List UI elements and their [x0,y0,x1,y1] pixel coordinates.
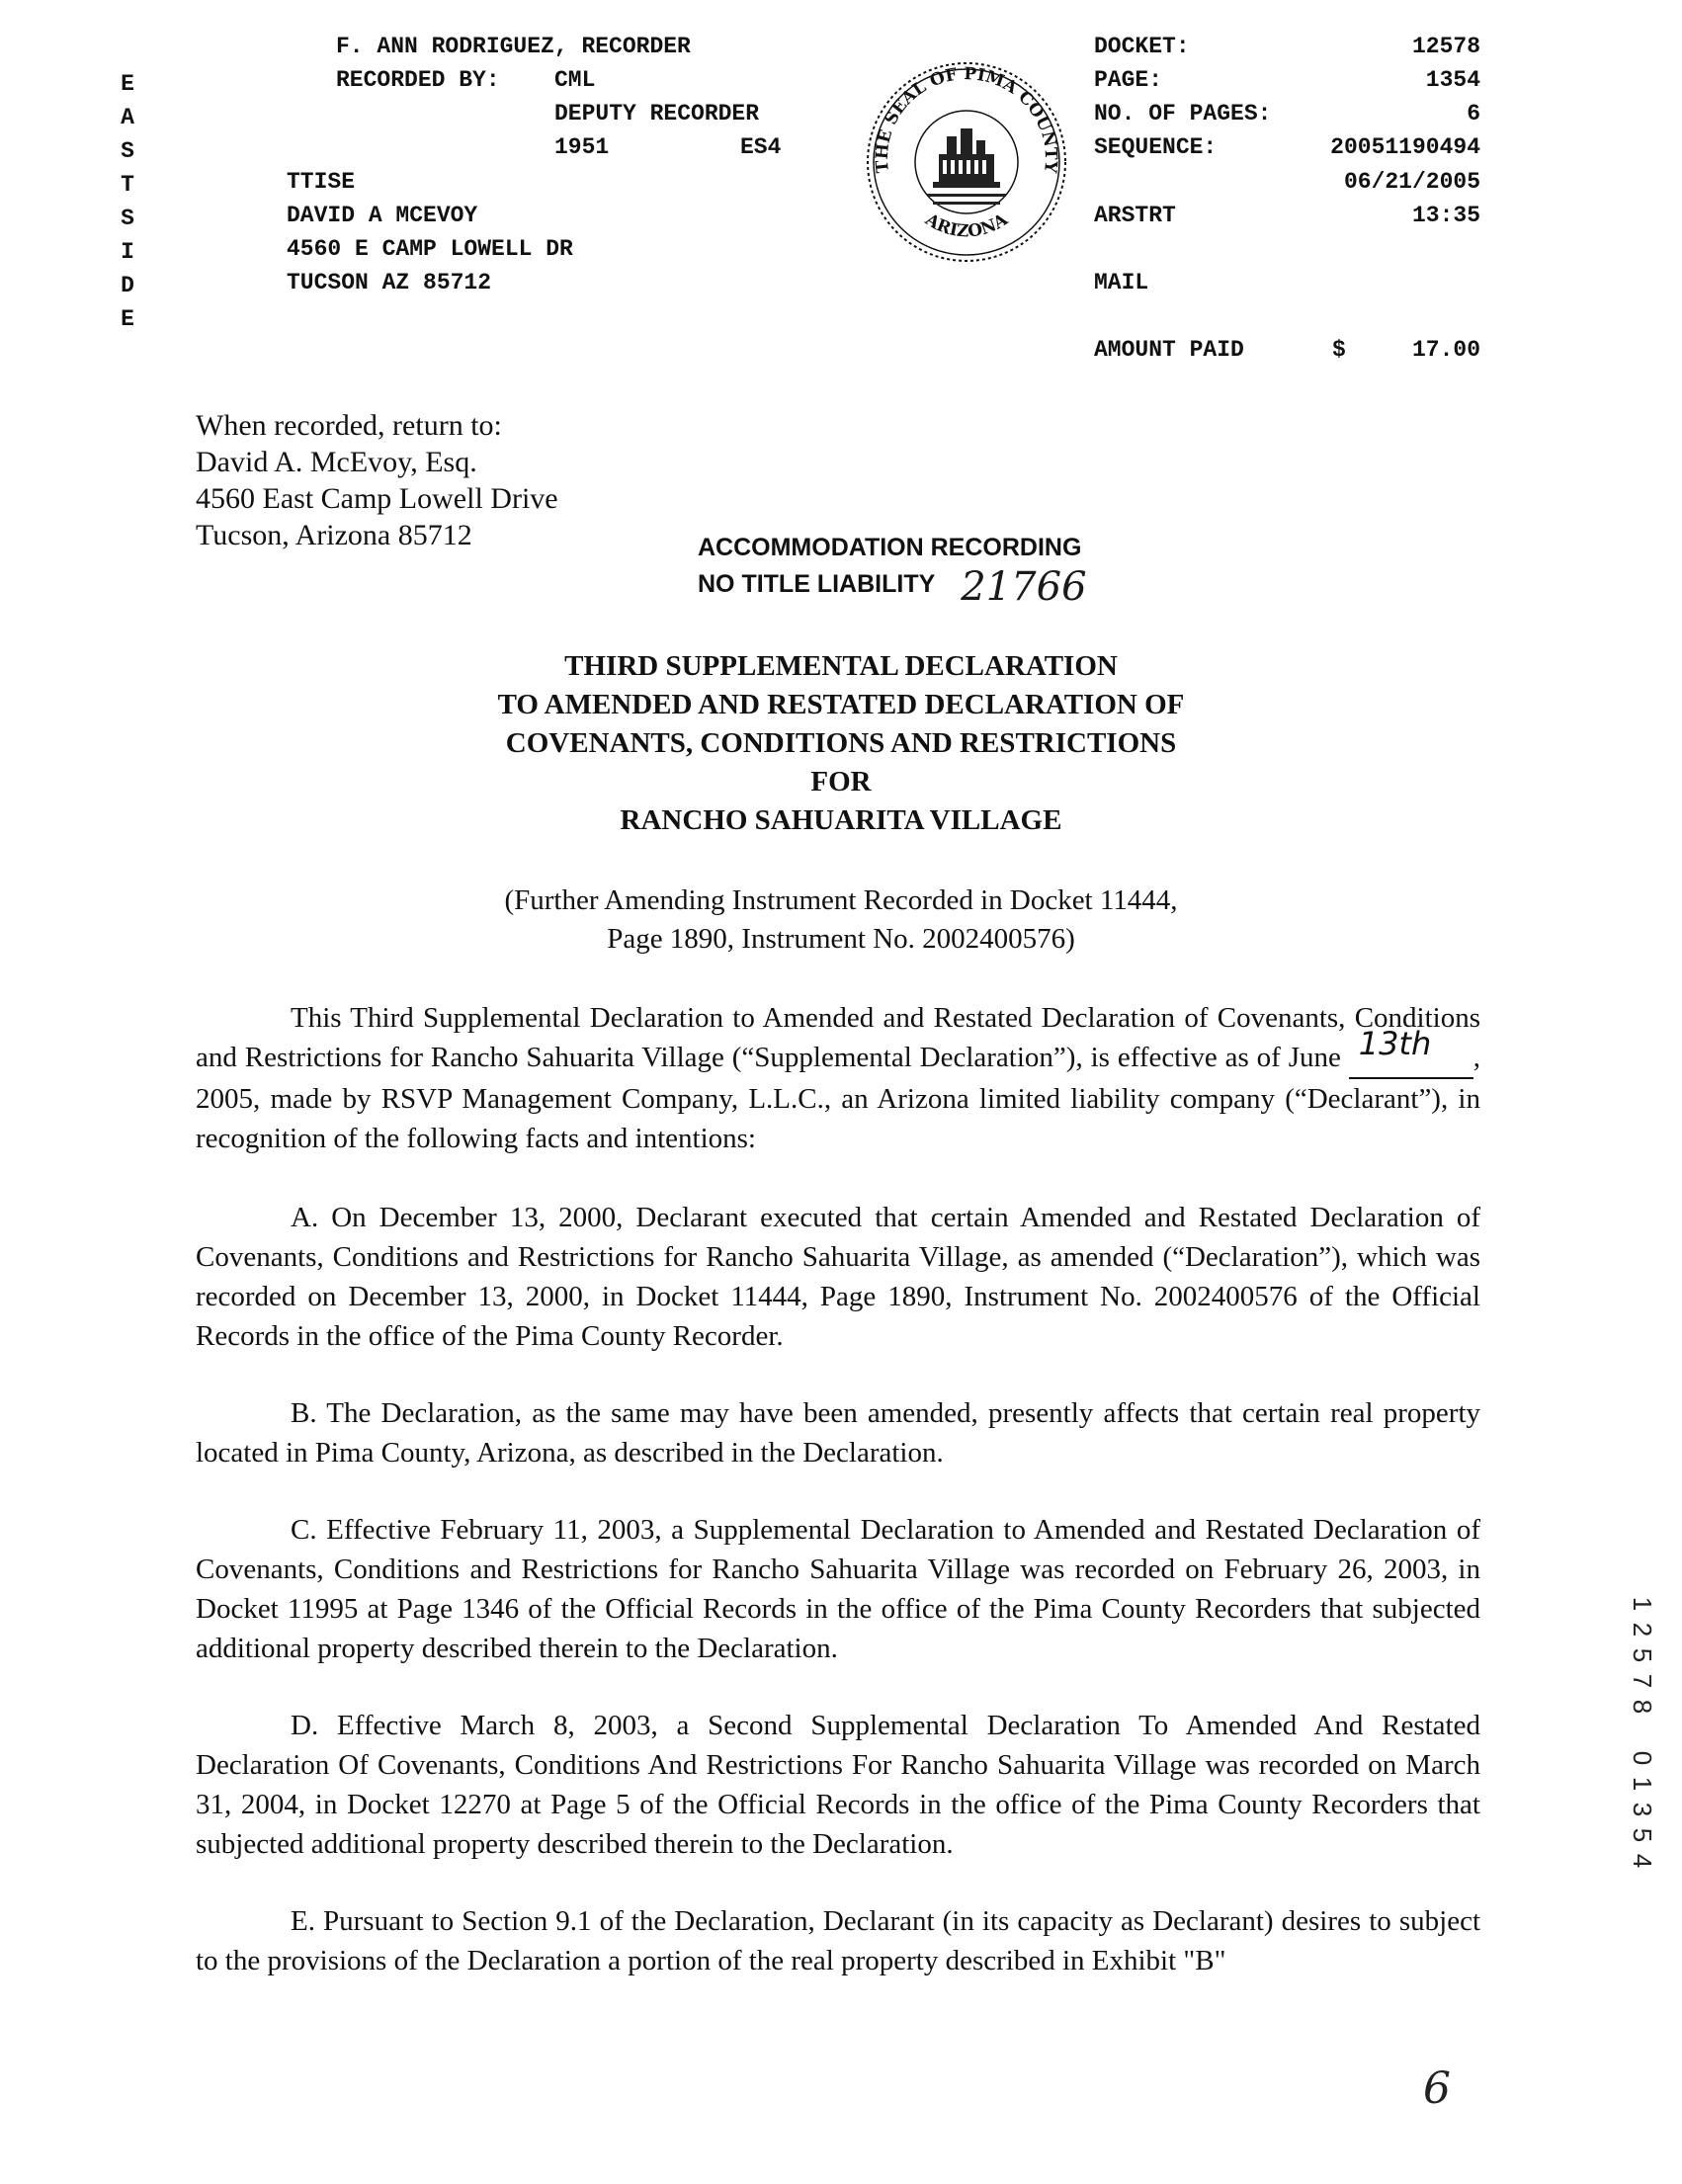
side-letter: I [121,239,134,265]
handwritten-page-mark: 6 [1423,2063,1451,2114]
margin-digit: 4 [1628,1853,1657,1869]
sequence-value: 20051190494 [1330,134,1480,160]
side-letter: S [121,138,134,164]
recital-text: E. Pursuant to Section 9.1 of the Declaration, Declarant (in its capacity as Declarant) desires to subject to the provisions of the Declaration a portion of the real property described in Exhibit "B" [196,1905,1480,1976]
seal-bottom-text: ARIZONA [921,210,1012,242]
side-letter: E [121,71,134,97]
seal-top-text: THE SEAL OF PIMA COUNTY [872,64,1061,174]
side-letter: D [121,273,134,298]
page-value: 1354 [1425,67,1480,93]
return-to-line: 4560 East Camp Lowell Drive [196,482,558,515]
margin-digit: 3 [1628,1802,1657,1817]
recital-text: A. On December 13, 2000, Declarant executed that certain Amended and Restated Declaration of Covenants, Conditions and Restrictions for Rancho Sahuarita Village, as amended (“Declaration”), which was recorded on December 13, 2000, in Docket 11444, Page 1890, Instrument No. 2002400576 of the Official Records in the office of the Pima County Recorder. [196,1202,1480,1352]
addressee-line: TUCSON AZ 85712 [287,270,492,295]
margin-digit: 5 [1628,1647,1657,1663]
pages-value: 6 [1467,101,1480,126]
intro-text-before: This Third Supplemental Declaration to Amended and Restated Declaration of Covenants, Conditions and Restrictions for Rancho Sahuarita Village (“Supplemental Declaration”), is effective as of June [196,1002,1480,1073]
margin-digit: 7 [1628,1673,1657,1689]
type-label: ARSTRT [1094,203,1176,228]
title-line: RANCHO SAHUARITA VILLAGE [620,804,1062,836]
recital-text: D. Effective March 8, 2003, a Second Supplemental Declaration To Amended And Restated Declaration Of Covenants, Conditions And Restrictions For Rancho Sahuarita Village was recorded on March 31, 2004, in Docket 12270 at Page 5 of the Official Records in the office of the Pima County Recorders that subjected additional property described therein to the Declaration. [196,1710,1480,1860]
record-time: 13:35 [1411,203,1480,228]
recital-e [196,1901,1480,1980]
recital-b [196,1393,1480,1472]
return-to-line: David A. McEvoy, Esq. [196,446,477,478]
recorded-by-value: CML [554,67,596,93]
side-letter: S [121,206,134,231]
date-fill-blank [1349,1025,1473,1079]
subtitle-line: Page 1890, Instrument No. 2002400576) [607,923,1075,955]
docket-value: 12578 [1411,34,1480,59]
return-to-line: Tucson, Arizona 85712 [196,519,472,551]
addressee-line: DAVID A MCEVOY [287,203,478,228]
handwritten-number: 21766 [961,564,1087,610]
title-line: COVENANTS, CONDITIONS AND RESTRICTIONS [505,727,1177,759]
recorder-code: 1951 [554,134,610,160]
intro-text-after: , 2005, made by RSVP Management Company, L.L.C., an Arizona limited liability company (“Declarant”), in recognition of the following facts and intentions: [196,1042,1480,1154]
recital-text: C. Effective February 11, 2003, a Supplemental Declaration to Amended and Restated Declaration of Covenants, Conditions and Restrictions for Rancho Sahuarita Village was recorded on February 26, 2003, in Docket 11995 at Page 1346 of the Official Records in the office of the Pima County Recorders that subjected additional property described therein to the Declaration. [196,1514,1480,1664]
document-title [0,647,1682,840]
mail-label: MAIL [1094,270,1149,295]
amount-label: AMOUNT PAID [1094,337,1244,363]
page-label: PAGE: [1094,67,1163,93]
margin-docket-number [1629,1591,1656,1874]
title-line: FOR [810,766,872,798]
accommodation-stamp [698,532,1087,610]
stamp-line-1: ACCOMMODATION RECORDING [698,534,1082,561]
record-date: 06/21/2005 [1343,169,1480,195]
currency-symbol: $ [1332,337,1346,363]
pages-label: NO. OF PAGES: [1094,101,1272,126]
recital-a [196,1198,1480,1356]
margin-digit: 2 [1628,1622,1657,1638]
title-line: THIRD SUPPLEMENTAL DECLARATION [564,650,1118,682]
recital-c [196,1510,1480,1668]
deputy-recorder: DEPUTY RECORDER [554,101,760,126]
return-to-heading: When recorded, return to: [196,409,502,442]
return-to-block [196,407,558,553]
margin-digit: 1 [1628,1776,1657,1792]
subtitle-line: (Further Amending Instrument Recorded in Docket 11444, [504,884,1178,916]
stamp-line-2: NO TITLE LIABILITY [698,570,936,598]
side-letter: T [121,172,134,198]
margin-digit: 1 [1628,1596,1657,1612]
addressee-line: 4560 E CAMP LOWELL DR [287,236,573,262]
amount-value: 17.00 [1411,337,1480,363]
docket-label: DOCKET: [1094,34,1190,59]
sequence-label: SEQUENCE: [1094,134,1218,160]
pima-county-seal-icon [864,59,1069,265]
document-subtitle [0,882,1682,959]
margin-digit: 0 [1628,1750,1657,1766]
recorder-name: F. ANN RODRIGUEZ, RECORDER [336,34,691,59]
title-line: TO AMENDED AND RESTATED DECLARATION OF [497,689,1185,720]
margin-digit: 8 [1628,1699,1657,1715]
addressee-line: TTISE [287,169,356,195]
handwritten-date: 13th [1358,1025,1432,1062]
margin-digit: 5 [1628,1827,1657,1843]
margin-digit [1630,1719,1655,1746]
side-letter: A [121,105,134,130]
eastside-vertical-label [116,67,139,336]
intro-paragraph [196,998,1480,1158]
recital-d [196,1706,1480,1864]
recorder-station: ES4 [740,134,782,160]
side-letter: E [121,306,134,332]
recorded-by-label: RECORDED BY: [336,67,500,93]
recital-text: B. The Declaration, as the same may have been amended, presently affects that certain real property located in Pima County, Arizona, as described in the Declaration. [196,1397,1480,1469]
